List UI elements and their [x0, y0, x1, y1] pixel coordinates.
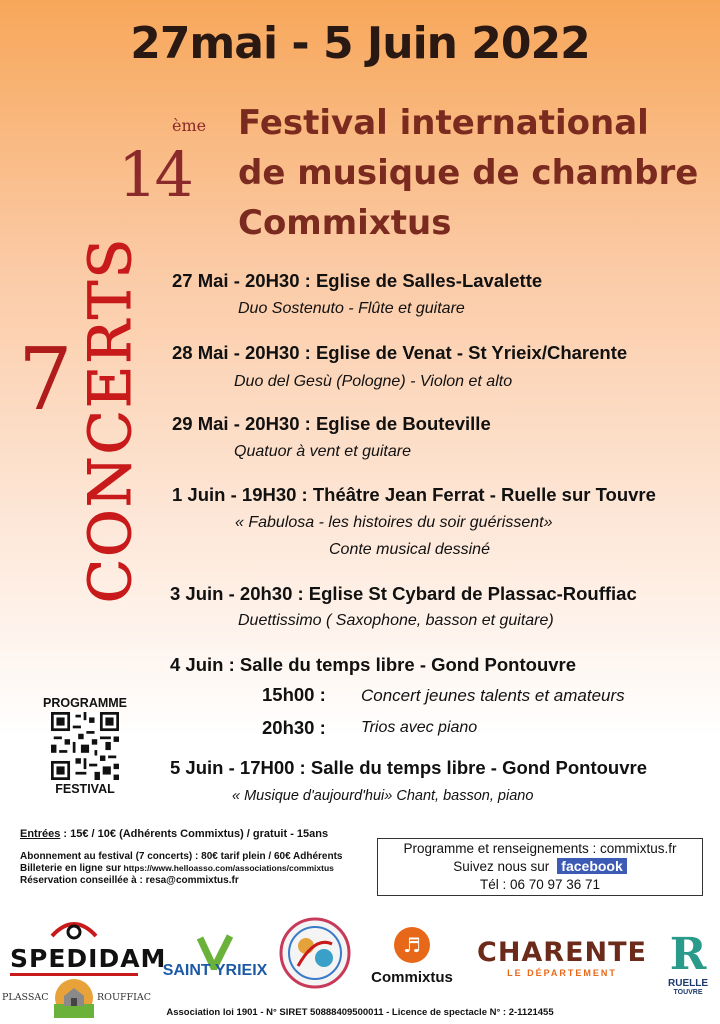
follow-text: Suivez nous sur: [453, 859, 550, 874]
entries-text: : 15€ / 10€ (Adhérents Commixtus) / gratuit - 15ans: [60, 828, 329, 840]
subscription-line: Abonnement au festival (7 concerts) : 80€ tarif plein / 60€ Adhérents: [20, 851, 343, 862]
concert-4-detail-2: Conte musical dessiné: [329, 541, 490, 558]
commixtus-text: Commixtus: [371, 969, 453, 986]
concert-6-slot-2-time: 20h30 :: [262, 717, 326, 738]
concert-1-detail: Duo Sostenuto - Flûte et guitare: [238, 300, 465, 317]
circular-emblem-logo: [278, 916, 352, 990]
title-line-2: de musique de chambre: [238, 153, 699, 193]
ticketing-label: Billeterie en ligne sur: [20, 863, 122, 874]
concerts-count: 7: [18, 330, 73, 430]
plassac-text: PLASSAC: [2, 992, 49, 1003]
concert-2-detail: Duo del Gesù (Pologne) - Violon et alto: [234, 373, 513, 390]
contact-box: [377, 838, 703, 896]
commixtus-logo: [364, 926, 460, 986]
edition-ordinal: ème: [172, 116, 207, 135]
charente-logo: [474, 938, 650, 978]
concerts-vertical-label: [76, 236, 144, 604]
concert-6-slot-1-time: 15h00 :: [262, 684, 326, 705]
saint-yrieix-name: YRIEIX: [214, 962, 268, 979]
ruelle-subtext: TOUVRE: [673, 989, 703, 996]
phone-line: Tél : 06 70 97 36 71: [479, 877, 601, 892]
saint-yrieix-prefix: SAINT: [162, 962, 211, 979]
festival-dates: 27mai - 5 Juin 2022: [130, 18, 590, 69]
programme-info-line: Programme et renseignements : commixtus.fr: [403, 841, 677, 856]
qr-code-icon[interactable]: [51, 712, 119, 780]
concerts-word: CONCERTS: [76, 236, 144, 604]
festival-title: [238, 98, 698, 248]
concert-3-detail: Quatuor à vent et guitare: [234, 443, 411, 460]
concert-6-slot-2-desc: Trios avec piano: [361, 719, 478, 736]
circular-emblem-icon: [278, 916, 352, 990]
concert-1-heading: 27 Mai - 20H30 : Eglise de Salles-Lavalette: [172, 270, 543, 291]
concert-6-heading: 4 Juin : Salle du temps libre - Gond Pontouvre: [170, 654, 577, 675]
qr-bottom-label: FESTIVAL: [55, 782, 115, 796]
concert-6-slot-1-desc: Concert jeunes talents et amateurs: [361, 686, 625, 705]
concert-3-heading: 29 Mai - 20H30 : Eglise de Bouteville: [172, 413, 491, 434]
rouffiac-text: ROUFFIAC: [97, 992, 152, 1003]
title-line-3: Commixtus: [238, 203, 452, 243]
follow-line: [378, 858, 702, 876]
svg-text:♬: ♬: [403, 933, 421, 957]
practical-info: [20, 828, 343, 886]
qr-top-label: PROGRAMME: [42, 696, 128, 710]
ticketing-url[interactable]: https://www.helloasso.com/associations/commixtus: [121, 863, 334, 873]
edition-number: 14: [118, 138, 191, 211]
entries-line: [20, 828, 343, 840]
concert-7-detail: « Musique d'aujourd'hui» Chant, basson, piano: [232, 788, 534, 804]
facebook-link[interactable]: facebook: [557, 858, 626, 874]
concert-7-heading: 5 Juin - 17H00 : Salle du temps libre - Gond Pontouvre: [170, 757, 647, 778]
charente-text: CHARENTE: [477, 937, 647, 968]
ruelle-text: RUELLE: [668, 978, 708, 989]
commixtus-circle-icon: [393, 926, 431, 964]
programme-qr[interactable]: [30, 696, 140, 806]
concert-4-detail: « Fabulosa - les histoires du soir guérissent»: [235, 514, 553, 531]
ticketing-line: [20, 863, 343, 874]
charente-subtext: LE DÉPARTEMENT: [507, 968, 617, 978]
reservation-line: Réservation conseillée à : resa@commixtus.fr: [20, 875, 239, 886]
concert-5-heading: 3 Juin - 20h30 : Eglise St Cybard de Plassac-Rouffiac: [170, 583, 637, 604]
concert-4-heading: 1 Juin - 19H30 : Théâtre Jean Ferrat - Ruelle sur Touvre: [172, 484, 656, 505]
spedidam-swirl-icon: [44, 918, 104, 940]
legal-footer: Association loi 1901 - N° SIRET 50888409500011 - Licence de spectacle N° : 2-1121455: [166, 1007, 554, 1018]
ruelle-r-icon: R: [669, 929, 707, 980]
concert-2-heading: 28 Mai - 20H30 : Eglise de Venat - St Yrieix/Charente: [172, 342, 628, 363]
ruelle-logo: [660, 929, 716, 996]
spedidam-text: SPEDIDAM: [10, 945, 138, 976]
title-line-1: Festival international: [238, 103, 649, 143]
entries-label: Entrées: [20, 828, 61, 840]
spedidam-logo: [10, 918, 167, 976]
concert-5-detail: Duettissimo ( Saxophone, basson et guitare): [238, 612, 554, 629]
